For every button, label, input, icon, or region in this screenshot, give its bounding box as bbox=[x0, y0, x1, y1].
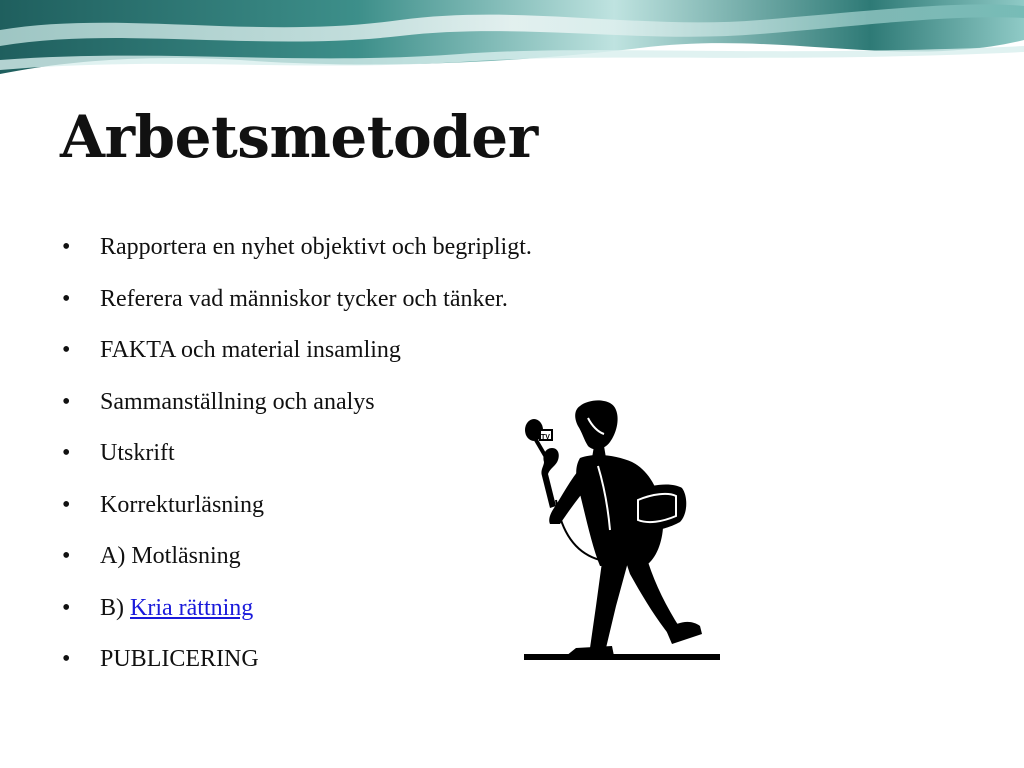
bullet-icon: • bbox=[62, 491, 71, 518]
bullet-icon: • bbox=[62, 285, 71, 312]
list-item bbox=[62, 428, 532, 480]
svg-text:TV: TV bbox=[541, 434, 550, 441]
bullet-icon: • bbox=[62, 543, 71, 570]
bullet-text: PUBLICERING bbox=[100, 646, 259, 673]
list-item bbox=[62, 480, 532, 532]
bullet-icon: • bbox=[62, 388, 71, 415]
bullet-text: Rapportera en nyhet objektivt och begripligt. bbox=[100, 234, 532, 261]
bullet-prefix: B) bbox=[100, 594, 130, 621]
list-item bbox=[62, 274, 532, 326]
bullet-icon: • bbox=[62, 234, 71, 261]
bullet-icon: • bbox=[62, 646, 71, 673]
bullet-list bbox=[62, 222, 532, 686]
list-item bbox=[62, 325, 532, 377]
list-item bbox=[62, 583, 532, 635]
bullet-text: A) Motläsning bbox=[100, 543, 241, 570]
bullet-icon: • bbox=[62, 440, 71, 467]
tv-reporter-with-microphone-icon bbox=[520, 396, 724, 666]
bullet-text: Korrekturläsning bbox=[100, 491, 264, 518]
slide-title: Arbetsmetoder bbox=[60, 103, 538, 171]
bullet-text: Utskrift bbox=[100, 440, 175, 467]
bullet-text: Sammanställning och analys bbox=[100, 388, 375, 415]
wave-banner bbox=[0, 0, 1024, 90]
bullet-text: FAKTA och material insamling bbox=[100, 337, 401, 364]
list-item bbox=[62, 634, 532, 686]
list-item bbox=[62, 222, 532, 274]
list-item bbox=[62, 531, 532, 583]
list-item bbox=[62, 377, 532, 429]
bullet-icon: • bbox=[62, 337, 71, 364]
bullet-icon: • bbox=[62, 594, 71, 621]
bullet-text: Referera vad människor tycker och tänker. bbox=[100, 285, 508, 312]
kria-rattning-link[interactable]: Kria rättning bbox=[130, 594, 254, 621]
